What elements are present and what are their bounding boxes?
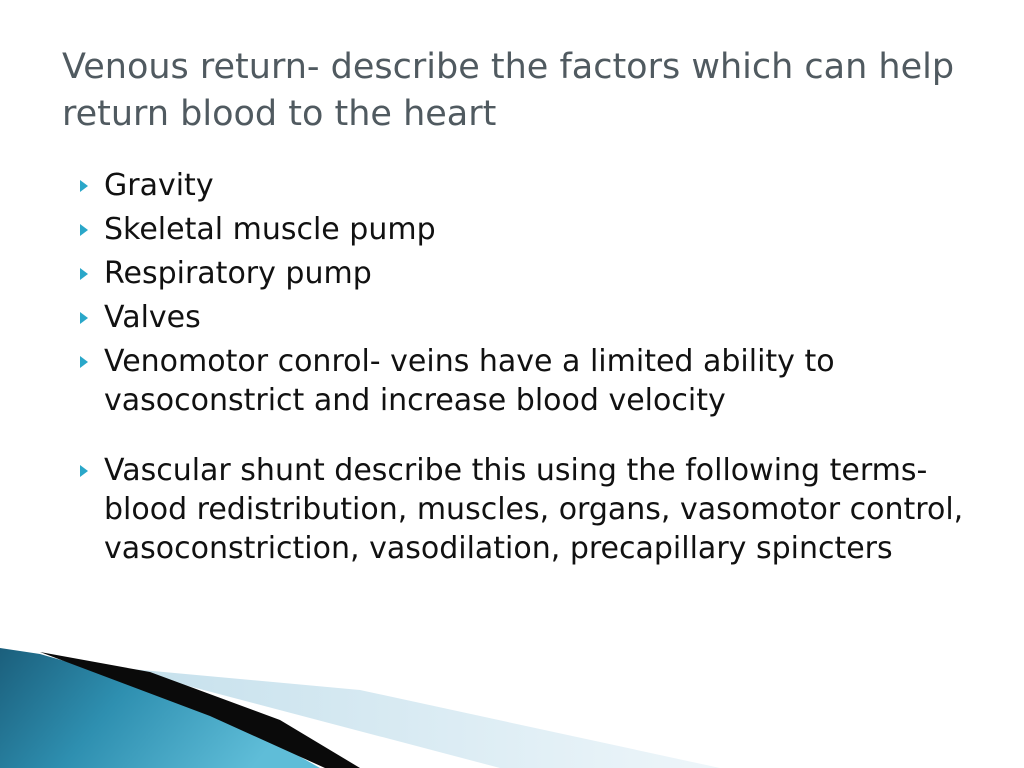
bullet-text: Respiratory pump <box>104 256 372 291</box>
bullet-text: Vascular shunt describe this using the following terms- blood redistribution, muscles, organs, vasomotor control, vasoconstriction, vasodilation, precapillary spincters <box>104 453 964 566</box>
bullet-text: Venomotor conrol- veins have a limited ability to vasoconstrict and increase blood velocity <box>104 344 835 418</box>
bullet-text: Skeletal muscle pump <box>104 212 436 247</box>
slide-title: Venous return- describe the factors which can help return blood to the heart <box>62 47 955 134</box>
bullet-text: Valves <box>104 300 201 335</box>
bullet-text: Gravity <box>104 168 214 203</box>
